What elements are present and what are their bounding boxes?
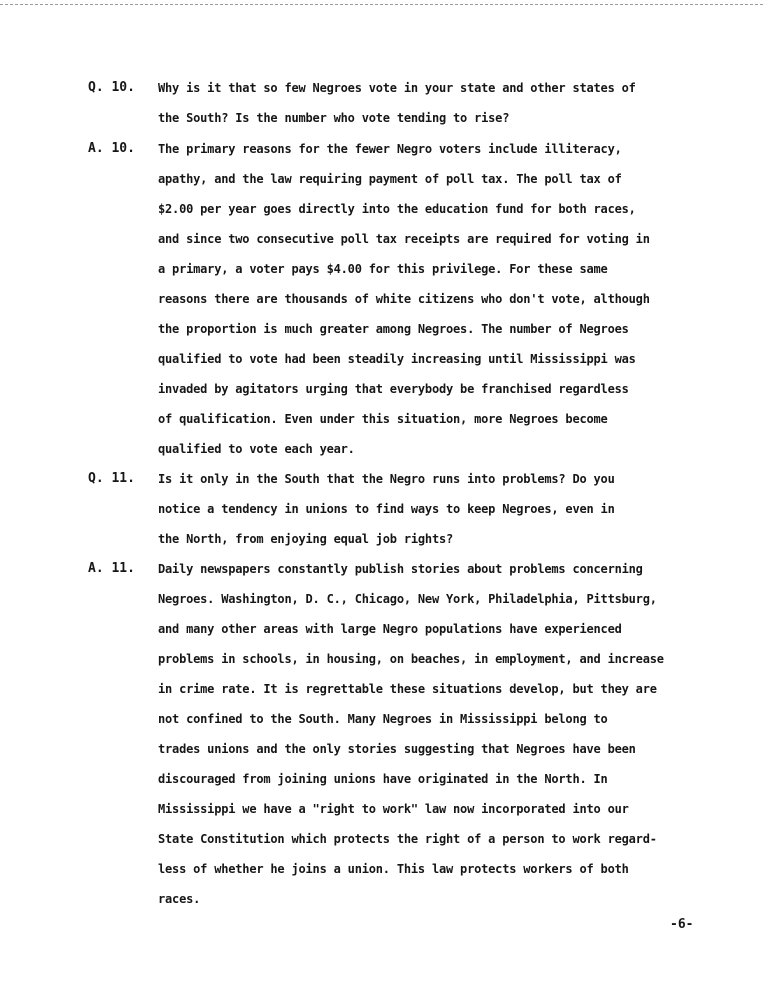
item-label: A. 11. <box>88 561 135 576</box>
text-line: notice a tendency in unions to find ways to keep Negroes, even in <box>158 502 615 516</box>
item-text <box>158 554 718 914</box>
text-line: problems in schools, in housing, on beaches, in employment, and increase <box>158 652 664 666</box>
page-number: -6- <box>670 917 694 932</box>
text-line: Negroes. Washington, D. C., Chicago, New York, Philadelphia, Pittsburg, <box>158 592 657 606</box>
text-line: invaded by agitators urging that everybody be franchised regardless <box>158 382 629 396</box>
text-line: the North, from enjoying equal job rights? <box>158 532 454 546</box>
text-line: The primary reasons for the fewer Negro voters include illiteracy, <box>158 142 622 156</box>
text-line: $2.00 per year goes directly into the education fund for both races, <box>158 202 636 216</box>
item-text <box>158 464 718 554</box>
text-line: Mississippi we have a "right to work" law now incorporated into our <box>158 802 629 816</box>
text-line: of qualification. Even under this situation, more Negroes become <box>158 412 608 426</box>
text-line: not confined to the South. Many Negroes in Mississippi belong to <box>158 712 608 726</box>
text-line: in crime rate. It is regrettable these situations develop, but they are <box>158 682 657 696</box>
text-line: a primary, a voter pays $4.00 for this privilege. For these same <box>158 262 608 276</box>
text-line: apathy, and the law requiring payment of poll tax. The poll tax of <box>158 172 622 186</box>
text-line: the proportion is much greater among Negroes. The number of Negroes <box>158 322 629 336</box>
text-line: races. <box>158 892 201 906</box>
text-line: Is it only in the South that the Negro runs into problems? Do you <box>158 472 615 486</box>
text-line: trades unions and the only stories suggesting that Negroes have been <box>158 742 636 756</box>
text-line: State Constitution which protects the right of a person to work regard- <box>158 832 657 846</box>
text-line: Why is it that so few Negroes vote in your state and other states of <box>158 81 636 95</box>
text-line: qualified to vote each year. <box>158 442 355 456</box>
text-line: Daily newspapers constantly publish stories about problems concerning <box>158 562 643 576</box>
text-line: discouraged from joining unions have originated in the North. In <box>158 772 608 786</box>
item-text <box>158 73 718 133</box>
item-text <box>158 134 718 464</box>
text-line: qualified to vote had been steadily increasing until Mississippi was <box>158 352 636 366</box>
item-label: Q. 10. <box>88 80 135 95</box>
text-line: less of whether he joins a union. This law protects workers of both <box>158 862 629 876</box>
item-label: Q. 11. <box>88 471 135 486</box>
item-label: A. 10. <box>88 141 135 156</box>
text-line: and many other areas with large Negro populations have experienced <box>158 622 622 636</box>
text-line: reasons there are thousands of white citizens who don't vote, although <box>158 292 650 306</box>
text-line: the South? Is the number who vote tending to rise? <box>158 111 510 125</box>
top-edge-dashes <box>0 4 763 5</box>
text-line: and since two consecutive poll tax receipts are required for voting in <box>158 232 650 246</box>
